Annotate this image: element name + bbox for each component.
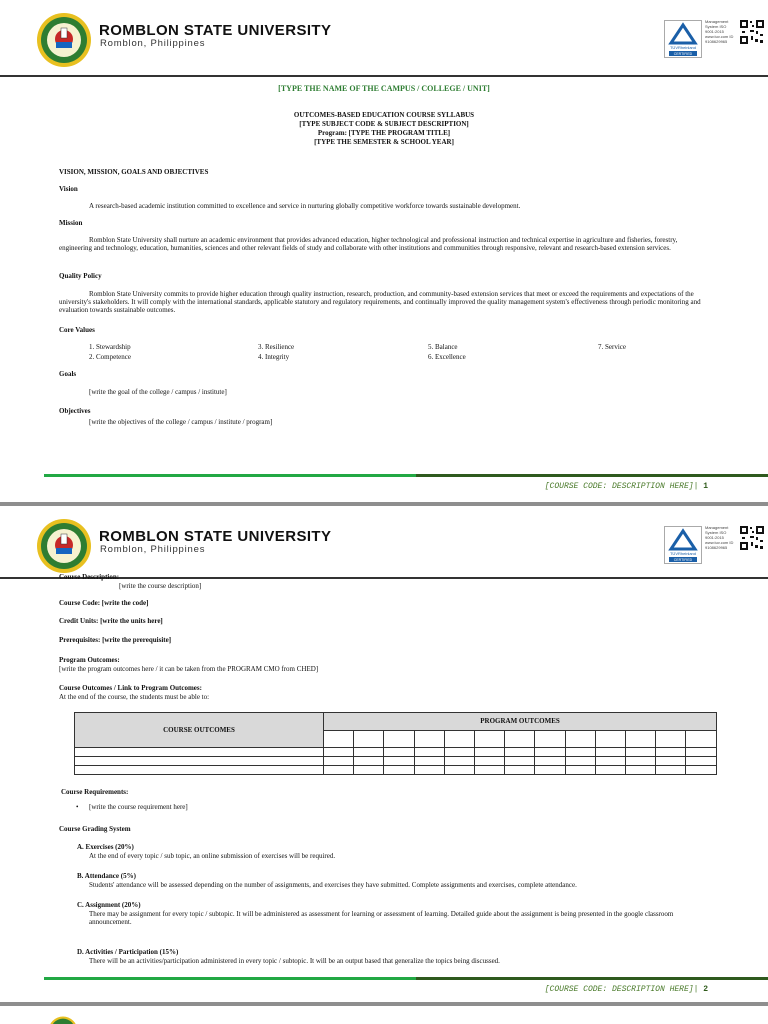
page-number: 2 <box>703 985 708 994</box>
footer-bar-light <box>44 474 416 477</box>
syllabus-title-4: [TYPE THE SEMESTER & SCHOOL YEAR] <box>314 138 454 146</box>
table-cell <box>505 748 535 757</box>
document-page-2 <box>0 506 768 1002</box>
tuv-certification-logo <box>664 526 702 564</box>
program-outcomes-header: PROGRAM OUTCOMES <box>324 713 717 731</box>
table-cell <box>354 748 384 757</box>
core-value: 1. Stewardship <box>89 343 131 351</box>
syllabus-title-2: [TYPE SUBJECT CODE & SUBJECT DESCRIPTION] <box>299 120 469 128</box>
grading-item-label: C. Assignment (20%) <box>77 901 141 909</box>
core-value: 5. Balance <box>428 343 458 351</box>
footer-course-code: [COURSE CODE: DESCRIPTION HERE]| <box>544 482 699 491</box>
course-outcomes-header: COURSE OUTCOMES <box>75 713 324 748</box>
goals-heading: Goals <box>59 370 77 378</box>
table-cell <box>384 766 414 775</box>
objectives-heading: Objectives <box>59 407 91 415</box>
course-code: Course Code: [write the code] <box>59 599 149 607</box>
university-seal-logo <box>48 1016 78 1024</box>
course-outcomes-link-text: At the end of the course, the students must be able to: <box>59 693 210 701</box>
grading-item-text: There will be an activities/participation administered in every topic / subtopic. It will be an output based that generalize the topics being discussed. <box>89 957 500 965</box>
header-rule <box>0 75 768 77</box>
table-row <box>75 766 717 775</box>
po-column-cell <box>414 730 444 748</box>
grading-item-text: At the end of every topic / sub topic, an online submission of exercises will be required. <box>89 852 336 860</box>
table-row <box>75 757 717 766</box>
mission-text: Romblon State University shall nurture an academic environment that provides advanced education, higher technological and professional instruction and technical expertise in agriculture and fisheries, forestry, engineering and technology, education, humanities, sciences and other relevant fields of study and collaborate with other institutions and communities through responsive, relevant and research-based extension services. <box>59 236 678 252</box>
table-cell <box>384 748 414 757</box>
core-value: 7. Service <box>598 343 626 351</box>
table-cell <box>565 757 595 766</box>
core-value: 6. Excellence <box>428 353 466 361</box>
table-cell <box>565 766 595 775</box>
university-seal-logo <box>36 518 92 574</box>
table-row <box>75 748 717 757</box>
table-cell <box>324 766 354 775</box>
campus-name: [TYPE THE NAME OF THE CAMPUS / COLLEGE / UNIT] <box>278 84 490 93</box>
table-cell <box>75 748 324 757</box>
cert-badge: CERTIFIED <box>673 558 693 562</box>
table-cell <box>625 766 655 775</box>
page-header <box>0 0 768 76</box>
table-cell <box>565 748 595 757</box>
qr-code-icon <box>739 525 765 551</box>
grading-heading: Course Grading System <box>59 825 131 833</box>
cert-text: Management System ISO 9001:2015 www.tuv.com ID 9108629965 <box>705 525 734 550</box>
table-cell <box>625 757 655 766</box>
quality-text: Romblon State University commits to provide higher education through quality instruction, research, production, and community-based extension services that meet or exceed the requirements and expectations of the university's stakeholders. It will comply with the international standards, applicable statutory and regulatory requirements, and continually improved the quality management system's effectiveness through periodic monitoring and evaluation towards sustainable outcomes. <box>59 290 701 314</box>
grading-item-text: There may be assignment for every topic / subtopic. It will be administered as assessment for learning or assessment of learning. Detailed guide about the assignment is being presented in the google classroom announcement. <box>89 910 674 926</box>
quality-heading: Quality Policy <box>59 272 102 280</box>
table-cell <box>414 757 444 766</box>
table-cell <box>75 757 324 766</box>
goals-text: [write the goal of the college / campus / institute] <box>89 388 227 396</box>
section-heading: VISION, MISSION, GOALS AND OBJECTIVES <box>59 168 209 176</box>
university-location: Romblon, Philippines <box>100 38 206 49</box>
university-name: ROMBLON STATE UNIVERSITY <box>99 528 332 545</box>
po-column-cell <box>384 730 414 748</box>
grading-item-label: A. Exercises (20%) <box>77 843 134 851</box>
table-cell <box>505 757 535 766</box>
table-cell <box>595 757 625 766</box>
table-cell <box>535 766 565 775</box>
course-outcomes-table <box>74 712 717 775</box>
qr-code-icon <box>739 19 765 45</box>
table-cell <box>414 766 444 775</box>
po-column-cell <box>656 730 686 748</box>
cert-text: Management System ISO 9001:2015 www.tuv.com ID 9108629965 <box>705 19 734 44</box>
core-values-heading: Core Values <box>59 326 95 334</box>
table-cell <box>444 757 474 766</box>
cert-badge: CERTIFIED <box>673 52 693 56</box>
mission-heading: Mission <box>59 219 83 227</box>
table-cell <box>384 757 414 766</box>
table-cell <box>414 748 444 757</box>
table-cell <box>625 748 655 757</box>
university-location: Romblon, Philippines <box>100 544 206 555</box>
course-outcomes-link-heading: Course Outcomes / Link to Program Outcomes: <box>59 684 202 692</box>
core-value: 3. Resilience <box>258 343 295 351</box>
table-cell <box>444 748 474 757</box>
table-cell <box>505 766 535 775</box>
prerequisites: Prerequisites: [write the prerequisite] <box>59 636 172 644</box>
table-cell <box>474 757 504 766</box>
table-cell <box>75 766 324 775</box>
table-cell <box>686 757 717 766</box>
table-cell <box>535 748 565 757</box>
grading-item-text: Students' attendance will be assessed depending on the number of assignments, and exercises they have submitted. Complete assignments and exercises, complete attendance. <box>89 881 577 889</box>
po-column-cell <box>474 730 504 748</box>
credit-units: Credit Units: [write the units here] <box>59 617 163 625</box>
page-number: 1 <box>703 482 708 491</box>
po-column-cell <box>595 730 625 748</box>
table-cell <box>595 766 625 775</box>
objectives-text: [write the objectives of the college / campus / institute / program] <box>89 418 273 426</box>
table-cell <box>686 748 717 757</box>
tuv-certification-logo <box>664 20 702 58</box>
footer-bar-dark <box>416 977 768 980</box>
program-outcomes-text: [write the program outcomes here / it can be taken from the PROGRAM CMO from CHED] <box>59 665 319 673</box>
grading-item-label: D. Activities / Participation (15%) <box>77 948 179 956</box>
vision-text: A research-based academic institution committed to excellence and service in nurturing globally competitive workforce towards sustainable development. <box>89 202 521 210</box>
table-cell <box>324 757 354 766</box>
table-cell <box>474 766 504 775</box>
course-description-heading: Course Description: <box>59 573 120 581</box>
table-cell <box>595 748 625 757</box>
table-cell <box>656 757 686 766</box>
table-cell <box>535 757 565 766</box>
vision-heading: Vision <box>59 185 78 193</box>
tuv-label: TÜVRheinland <box>669 551 697 556</box>
po-column-cell <box>535 730 565 748</box>
table-cell <box>354 757 384 766</box>
program-outcomes-heading: Program Outcomes: <box>59 656 120 664</box>
course-requirement-item: [write the course requirement here] <box>89 803 188 811</box>
page-footer <box>545 985 708 994</box>
footer-bar-light <box>44 977 416 980</box>
po-column-cell <box>625 730 655 748</box>
university-name: ROMBLON STATE UNIVERSITY <box>99 22 332 39</box>
po-column-cell <box>505 730 535 748</box>
table-cell <box>444 766 474 775</box>
po-column-cell <box>565 730 595 748</box>
page-header <box>0 506 768 582</box>
po-column-cell <box>686 730 717 748</box>
core-value: 4. Integrity <box>258 353 290 361</box>
table-cell <box>656 748 686 757</box>
table-cell <box>686 766 717 775</box>
core-value: 2. Competence <box>89 353 131 361</box>
table-cell <box>354 766 384 775</box>
document-page-3 <box>0 1006 768 1024</box>
footer-bar-dark <box>416 474 768 477</box>
grading-item-label: B. Attendance (5%) <box>77 872 136 880</box>
table-cell <box>656 766 686 775</box>
university-seal-logo <box>36 12 92 68</box>
bullet-icon: • <box>76 803 79 811</box>
po-column-cell <box>354 730 384 748</box>
po-column-cell <box>444 730 474 748</box>
table-cell <box>324 748 354 757</box>
syllabus-title-1: OUTCOMES-BASED EDUCATION COURSE SYLLABUS <box>293 111 475 119</box>
po-column-cell <box>324 730 354 748</box>
course-requirements-heading: Course Requirements: <box>61 788 129 796</box>
table-cell <box>474 748 504 757</box>
tuv-label: TÜVRheinland <box>669 45 697 50</box>
footer-course-code: [COURSE CODE: DESCRIPTION HERE]| <box>544 985 699 994</box>
page-footer <box>545 482 708 491</box>
course-description-text: [write the course description] <box>119 582 202 590</box>
syllabus-title-3: Program: [TYPE THE PROGRAM TITLE] <box>317 129 451 137</box>
document-page-1 <box>0 0 768 502</box>
table-header-row <box>75 713 717 731</box>
